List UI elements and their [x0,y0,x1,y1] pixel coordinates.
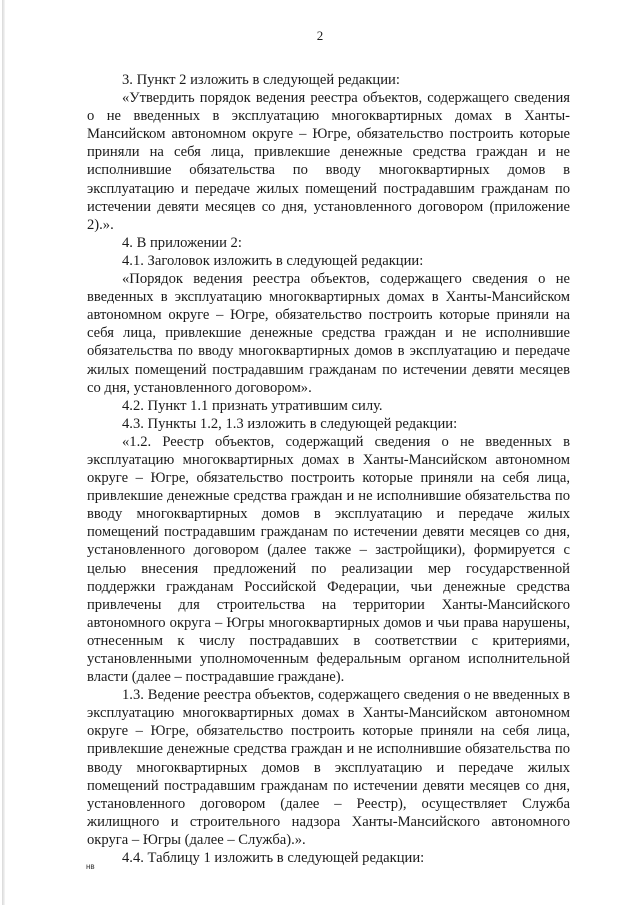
paragraph-item-4-4: 4.4. Таблицу 1 изложить в следующей редакции: [122,850,425,867]
paragraph-quote-approve-order: «Утвердить порядок ведения реестра объектов, содержащего сведения о не введенных в эксплуатацию многоквартирных домах в Ханты-Мансийском автономном округе – Югре, обязательство построить которые приняли на себя лица, привлекшие денежные средства граждан и не исполнившие обязательства по вводу многоквартирных домов в эксплуатацию и передаче жилых помещений пострадавшим гражданам по истечении девяти месяцев со дня, установленного договором (приложение 2).». [87,90,570,233]
paragraph-item-4: 4. В приложении 2: [122,234,242,251]
document-body [87,71,570,867]
paragraph-item-4-3: 4.3. Пункты 1.2, 1.3 изложить в следующей редакции: [122,415,458,432]
paragraph-clause-1-2: «1.2. Реестр объектов, содержащий сведения о не введенных в эксплуатацию многоквартирных домах в Ханты-Мансийском автономном округе – Югре, обязательство построить которые приняли на себя лица, привлекшие денежные средства граждан и не исполнившие обязательства по вводу многоквартирных домов в эксплуатацию и передаче жилых помещений пострадавшим гражданам по истечении девяти месяцев со дня, установленного договором (далее также – застройщики), формируется с целью внесения предложений по реализации мер государственной поддержки гражданам Российской Федерации, чьи денежные средства привлечены для строительства на территории Ханты-Мансийского автономного округа – Югры многоквартирных домов и чьи права нарушены, отнесенным к числу пострадавших в соответствии с критериями, установленными уполномоченным федеральным органом исполнительной власти (далее – пострадавшие граждане). [87,433,570,686]
paragraph-clause-1-3: 1.3. Ведение реестра объектов, содержащего сведения о не введенных в эксплуатацию многоквартирных домах в Ханты-Мансийском автономном округе – Югре, обязательство построить которые приняли на себя лица, привлекшие денежные средства граждан и не исполнившие обязательства по вводу многоквартирных домов в эксплуатацию и передаче жилых помещений пострадавшим гражданам по истечении девяти месяцев со дня, установленного договором (далее – Реестр), осуществляет Служба жилищного и строительного надзора Ханты-Мансийского автономного округа – Югры (далее – Служба).». [87,687,570,848]
paragraph-item-3: 3. Пункт 2 изложить в следующей редакции: [122,72,400,88]
paragraph-item-4-2: 4.2. Пункт 1.1 признать утратившим силу. [122,397,383,414]
footer-initials: нв [86,862,95,871]
paragraph-quote-title: «Порядок ведения реестра объектов, содержащего сведения о не введенных в эксплуатацию многоквартирных домах в Ханты-Мансийском автономном округе – Югре, обязательство построить которые приняли на себя лица, привлекшие денежные средства граждан и не исполнившие обязательства по вводу многоквартирных домов в эксплуатацию и передаче жилых помещений пострадавшим гражданам по истечении девяти месяцев со дня, установленного договором». [87,271,570,396]
page-number: 2 [316,28,324,43]
page-edge-shadow [2,0,5,905]
paragraph-item-4-1: 4.1. Заголовок изложить в следующей редакции: [122,252,424,269]
